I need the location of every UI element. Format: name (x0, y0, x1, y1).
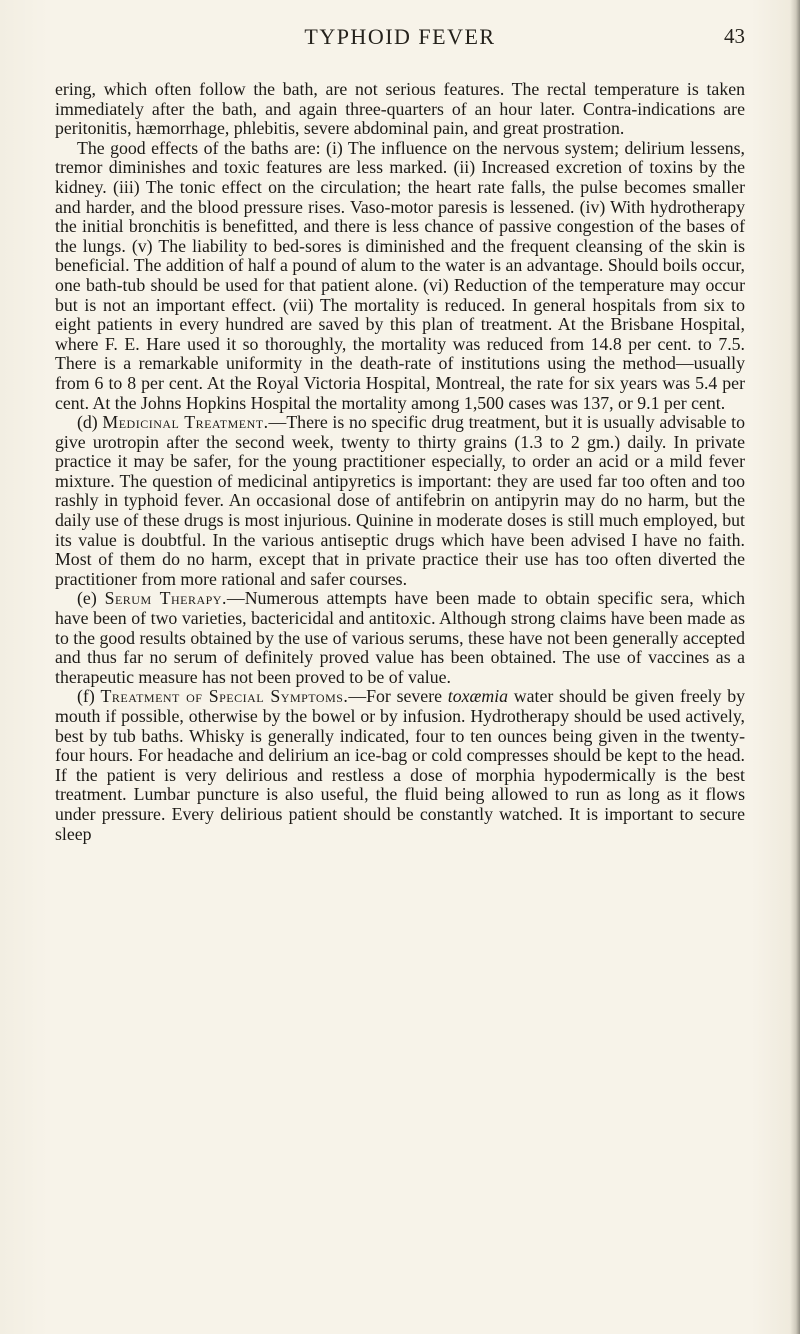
section-heading: Treatment of Special Symptoms. (100, 686, 349, 707)
section-text: —There is no specific drug treatment, but it is usually advisable to give urotropin after the second week, twenty to thirty grains (1.3 to 2 gm.) daily. In private practice it may be safer, for the young practitioner especially, to order an acid or a mild fever mixture. The question of medicinal antipyretics is important: they are used far too often and too rashly in typhoid fever. An occasional dose of antifebrin on antipyrin may do no harm, but the daily use of these drugs is most injurious. Quinine in moderate doses is still much employed, but its value is doubtful. In the various antiseptic drugs which have been advised I have no faith. Most of them do no harm, except that in private practice their use has too often diverted the practitioner from more rational and safer courses. (55, 412, 745, 589)
section-label: (e) (77, 588, 97, 609)
section-heading: Serum Therapy. (104, 588, 227, 609)
paragraph-bath-effects: The good effects of the baths are: (i) The influence on the nervous system; delirium lessens, tremor diminishes and toxic features are less marked. (ii) Increased excretion of toxins by the kidney. (iii) The tonic effect on the circulation; the heart rate falls, the pulse becomes smaller and harder, and the blood pressure rises. Vaso-motor paresis is lessened. (iv) With hydrotherapy the initial bronchitis is benefitted, and there is less chance of passive congestion of the bases of the lungs. (v) The liability to bed-sores is diminished and the frequent cleansing of the skin is beneficial. The addition of half a pound of alum to the water is an advantage. Should boils occur, one bath-tub should be used for that patient alone. (vi) Reduction of the temperature may occur but is not an important effect. (vii) The mortality is reduced. In general hospitals from six to eight patients in every hundred are saved by this plan of treatment. At the Brisbane Hospital, where F. E. Hare used it so thoroughly, the mortality was reduced from 14.8 per cent. to 7.5. There is a remarkable uniformity in the death-rate of institutions using the method—usually from 6 to 8 per cent. At the Royal Victoria Hospital, Montreal, the rate for six years was 5.4 per cent. At the Johns Hopkins Hospital the mortality among 1,500 cases was 137, or 9.1 per cent. (55, 137, 745, 413)
running-header (55, 24, 745, 58)
section-text: water should be given freely by mouth if possible, otherwise by the bowel or by infusion. Hydrotherapy should be used actively, best by tub baths. Whisky is generally indicated, four to ten ounces being given in the twenty-four hours. For headache and delirium an ice-bag or cold compresses should be kept to the head. If the patient is very delirious and restless a dose of morphia hypodermically is the best treatment. Lumbar puncture is also useful, the fluid being allowed to run as long as it flows under pressure. Every delirious patient should be constantly watched. It is important to secure sleep (55, 686, 746, 844)
section-heading: Medicinal Treatment. (102, 412, 269, 433)
page-number: 43 (724, 24, 745, 48)
section-text: —For severe (348, 686, 448, 707)
paragraph-medicinal-treatment (55, 413, 745, 589)
italic-term: toxæmia (447, 686, 509, 707)
page-edge-shadow (790, 0, 800, 1334)
paragraph-continued: ering, which often follow the bath, are not serious features. The rectal temperature is taken immediately after the bath, and again three-quarters of an hour later. Contra-indications are peritonitis, hæmorrhage, phlebitis, severe abdominal pain, and great prostration. (55, 79, 745, 139)
paragraph-serum-therapy (55, 589, 745, 687)
body-text (55, 80, 745, 844)
section-label: (f) (77, 686, 95, 707)
running-title: TYPHOID FEVER (304, 24, 496, 49)
section-text: —Numerous attempts have been made to obtain specific sera, which have been of two varieties, bactericidal and antitoxic. Although strong claims have been made as to the good results obtained by the use of various serums, these have not been generally accepted and thus far no serum of definitely proved value has been obtained. The use of vaccines as a therapeutic measure has not been proved to be of value. (55, 588, 745, 687)
section-label: (d) (77, 412, 98, 433)
paragraph-special-symptoms (55, 687, 745, 844)
